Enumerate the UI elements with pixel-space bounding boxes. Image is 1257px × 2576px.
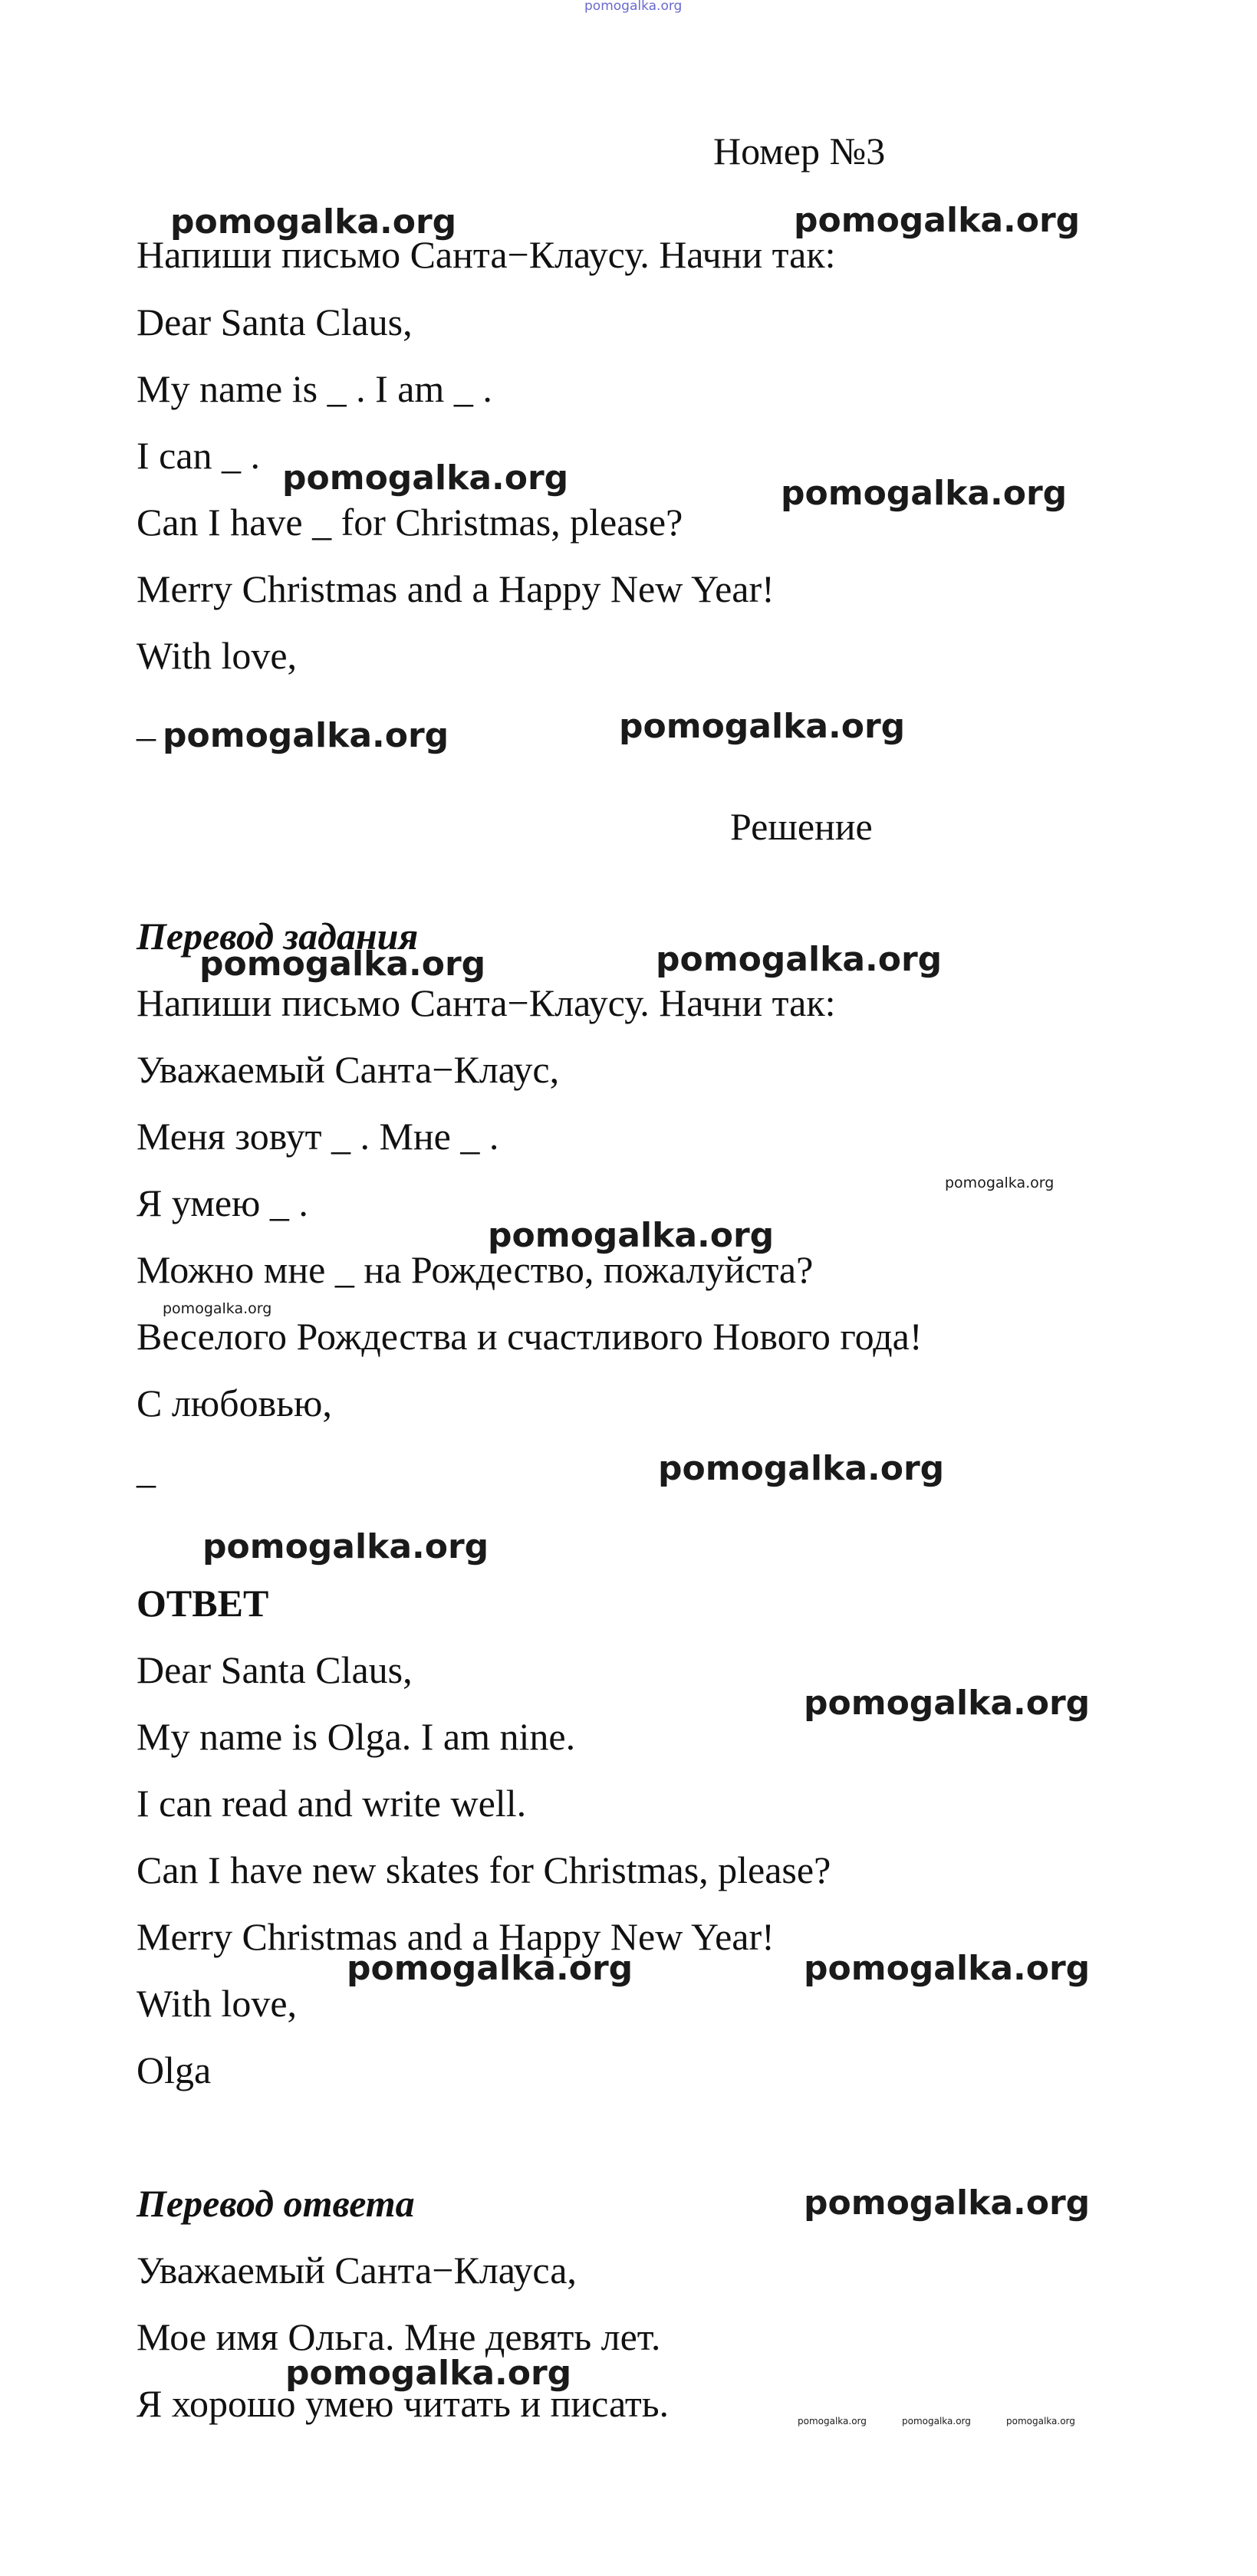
watermark: pomogalka.org	[804, 1684, 1091, 1723]
watermark: pomogalka.org	[804, 1949, 1091, 1988]
translation-line: Веселого Рождества и счастливого Нового года!	[137, 1315, 923, 1358]
answer-translation-line: Я хорошо умею читать и писать.	[137, 2382, 670, 2425]
answer-line: With love,	[137, 1982, 298, 2025]
translation-line: Можно мне _ на Рождество, пожалуйста?	[137, 1248, 814, 1291]
task-line: My name is _ . I am _ .	[137, 367, 492, 410]
translation-line: С любовью,	[137, 1382, 332, 1424]
translation-line: Уважаемый Санта−Клаус,	[137, 1048, 560, 1091]
translation-line: Я умею _ .	[137, 1181, 308, 1224]
watermark: pomogalka.org	[163, 1300, 272, 1317]
task-line: Dear Santa Claus,	[137, 301, 413, 343]
watermark: pomogalka.org	[170, 202, 457, 242]
answer-line: Olga	[137, 2049, 212, 2091]
answer-translation-line: Мое имя Ольга. Мне девять лет.	[137, 2315, 661, 2358]
task-translation-heading: Перевод задания	[137, 915, 419, 958]
answer-line: Merry Christmas and a Happy New Year!	[137, 1915, 775, 1958]
watermark: pomogalka.org	[945, 1175, 1055, 1191]
task-line: Can I have _ for Christmas, please?	[137, 501, 683, 544]
answer-line: I can read and write well.	[137, 1782, 527, 1825]
watermark: pomogalka.org	[282, 458, 569, 498]
answer-translation-line: Уважаемый Санта−Клауса,	[137, 2249, 577, 2292]
watermark: pomogalka.org	[781, 474, 1068, 513]
watermark: pomogalka.org	[794, 201, 1081, 240]
watermark: pomogalka.org	[804, 2183, 1091, 2223]
task-line: _	[137, 702, 156, 744]
task-line: Merry Christmas and a Happy New Year!	[137, 567, 775, 610]
answer-line: My name is Olga. I am nine.	[137, 1715, 576, 1758]
watermark: pomogalka.org	[1006, 2416, 1075, 2426]
page-title: Номер №3	[713, 130, 886, 172]
watermark: pomogalka.org	[619, 707, 906, 746]
translation-line: Меня зовут _ . Мне _ .	[137, 1115, 499, 1158]
site-link[interactable]: pomogalka.org	[584, 0, 683, 14]
watermark: pomogalka.org	[488, 1216, 775, 1255]
watermark: pomogalka.org	[658, 1449, 945, 1488]
watermark: pomogalka.org	[347, 1949, 633, 1988]
watermark: pomogalka.org	[163, 716, 449, 755]
task-line: I can _ .	[137, 434, 261, 477]
answer-line: Can I have new skates for Christmas, please?	[137, 1848, 831, 1891]
task-line: With love,	[137, 634, 298, 677]
answer-heading: ОТВЕТ	[137, 1582, 269, 1625]
solution-title: Решение	[730, 805, 873, 848]
watermark: pomogalka.org	[902, 2416, 971, 2426]
watermark: pomogalka.org	[656, 940, 943, 979]
watermark: pomogalka.org	[199, 945, 486, 984]
watermark: pomogalka.org	[285, 2354, 572, 2393]
watermark: pomogalka.org	[202, 1527, 489, 1566]
answer-translation-heading: Перевод ответа	[137, 2182, 415, 2225]
task-line: Напиши письмо Санта−Клаусу. Начни так:	[137, 233, 836, 276]
answer-line: Dear Santa Claus,	[137, 1648, 413, 1691]
translation-line: Напиши письмо Санта−Клаусу. Начни так:	[137, 981, 836, 1024]
translation-line: _	[137, 1448, 156, 1491]
watermark: pomogalka.org	[798, 2416, 867, 2426]
